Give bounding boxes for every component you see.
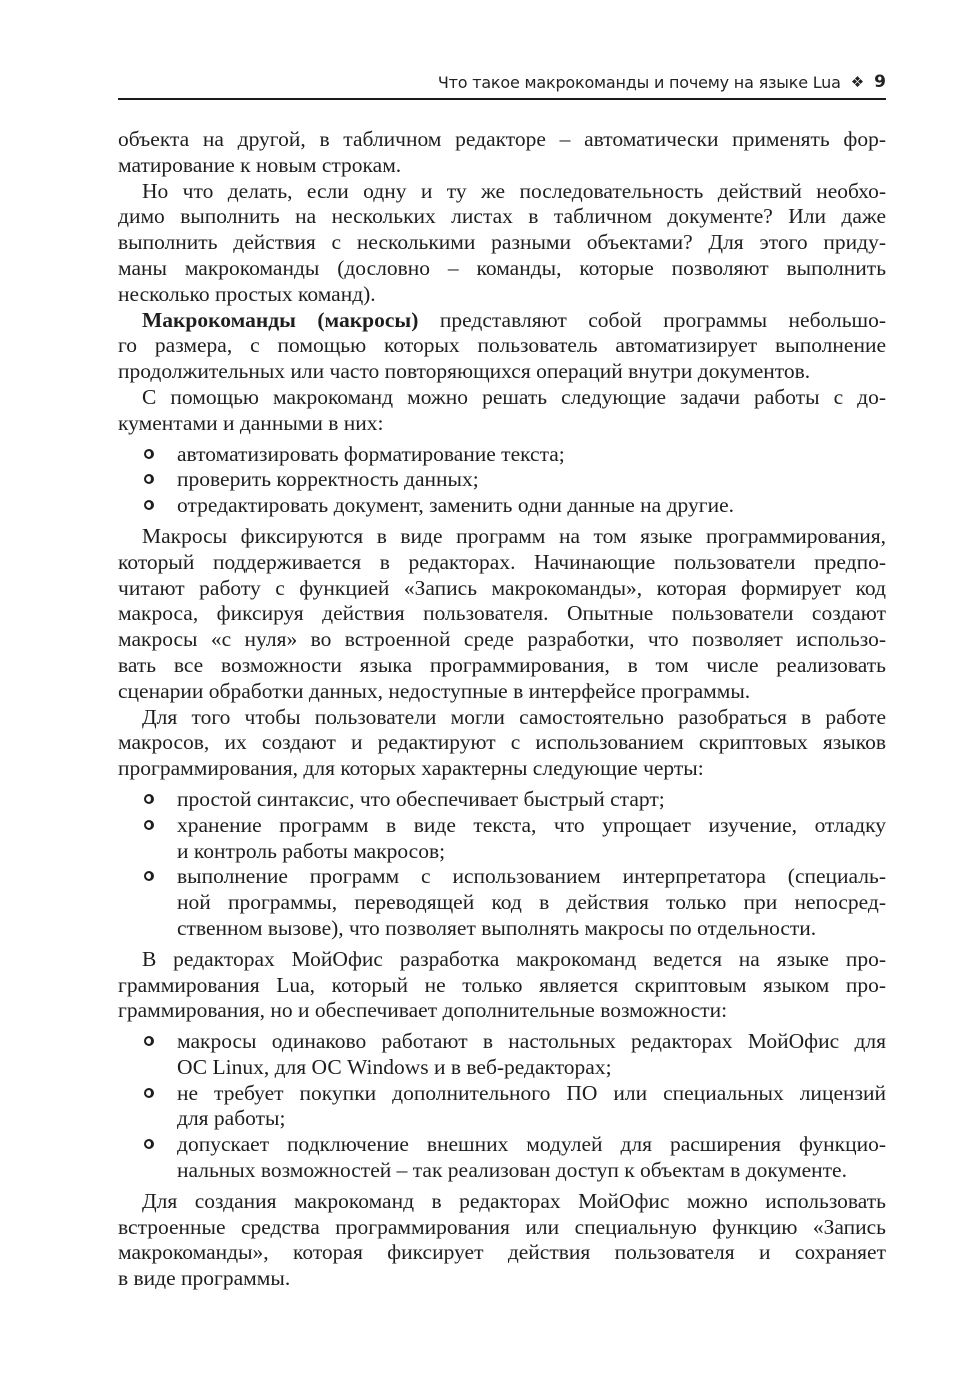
text-line: маны макрокоманды (дословно – команды, которые позволяют выполнить xyxy=(118,255,886,280)
text-line: граммирования, но и обеспечивает дополнительные возможности: xyxy=(118,998,728,1023)
text-line: В редакторах МойОфис разработка макрокоманд ведется на языке про- xyxy=(142,946,886,971)
paragraph-p6 xyxy=(118,705,886,782)
bullet-list-list3 xyxy=(118,1029,886,1184)
text-line: Макросы фиксируются в виде программ на том языке программирования, xyxy=(142,523,886,548)
paragraph-p7 xyxy=(118,947,886,1024)
line-text: допускает подключение внешних модулей для расширения функцио- xyxy=(177,1132,886,1157)
bullet-list-list1 xyxy=(118,442,886,519)
line-text: нальных возможностей – так реализован доступ к объектам в документе. xyxy=(177,1158,847,1183)
bullet-circle-icon xyxy=(144,449,154,459)
text-line: Но что делать, если одну и ту же последовательность действий необхо- xyxy=(142,178,886,203)
text-line: макроса, фиксируя действия пользователя. Опытные пользователи создают xyxy=(118,601,886,626)
text-line: объекта на другой, в табличном редакторе – автоматически применять фор- xyxy=(118,127,886,151)
text-line: выполнить действия с несколькими разными объектами? Для этого приду- xyxy=(118,230,886,255)
paragraph-p8 xyxy=(118,1189,886,1292)
text-line xyxy=(118,308,886,334)
list-item xyxy=(118,467,886,493)
paragraph-p1 xyxy=(118,127,886,179)
text-line: С помощью макрокоманд можно решать следующие задачи работы с до- xyxy=(142,384,886,409)
text-line xyxy=(118,1132,886,1158)
ornament-icon: ❖ xyxy=(850,73,865,91)
paragraph-p3 xyxy=(118,308,886,385)
list-item xyxy=(118,1132,886,1184)
text-line: Для того чтобы пользователи могли самостоятельно разобраться в работе xyxy=(142,704,886,729)
bold-term: Макрокоманды (макросы) xyxy=(142,307,419,332)
text-line xyxy=(118,864,886,890)
text-line xyxy=(118,1158,886,1184)
text-line: Для создания макрокоманд в редакторах МойОфис можно использовать xyxy=(142,1188,886,1213)
text-line xyxy=(118,1081,886,1107)
list-item xyxy=(118,787,886,813)
text-line: граммирования Lua, который не только является скриптовым языком про- xyxy=(118,972,886,997)
text-line: макрокоманды», которая фиксирует действия пользователя и сохраняет xyxy=(118,1240,886,1265)
bullet-circle-icon xyxy=(144,500,154,510)
text-line: димо выполнить на нескольких листах в табличном документе? Или даже xyxy=(118,204,886,229)
header-right xyxy=(438,72,886,92)
text-line xyxy=(118,442,886,468)
line-text: простой синтаксис, что обеспечивает быстрый старт; xyxy=(177,786,665,811)
line-text: не требует покупки дополнительного ПО или специальных лицензий xyxy=(177,1080,886,1105)
text-line: читают работу с функцией «Запись макрокоманды», которая формирует код xyxy=(118,575,886,600)
body-text xyxy=(118,127,886,1292)
line-text: и контроль работы макросов; xyxy=(177,838,446,863)
line-text: для работы; xyxy=(177,1106,286,1131)
line-text: ной программы, переводящей код в действия только при непосред- xyxy=(177,890,886,915)
line-text: ОС Linux, для ОС Windows и в веб-редакторах; xyxy=(177,1054,612,1079)
bullet-circle-icon xyxy=(144,794,154,804)
text-line: макросы «с нуля» во встроенной среде разработки, что позволяет использо- xyxy=(118,627,886,652)
text-line: несколько простых команд). xyxy=(118,281,376,306)
running-title: Что такое макрокоманды и почему на языке Lua xyxy=(437,72,841,92)
text-line xyxy=(118,1106,886,1132)
line-text: автоматизировать форматирование текста; xyxy=(177,441,565,466)
text-line: сценарии обработки данных, недоступные в интерфейсе программы. xyxy=(118,678,751,703)
bullet-circle-icon xyxy=(144,820,154,830)
list-item xyxy=(118,1081,886,1133)
line-text: отредактировать документ, заменить одни данные на другие. xyxy=(177,493,734,518)
line-text: ственном вызове), что позволяет выполнять макросы по отдельности. xyxy=(177,915,817,940)
bullet-circle-icon xyxy=(144,474,154,484)
text-line: го размера, с помощью которых пользователь автоматизирует выполнение xyxy=(118,333,886,358)
text-line: программирования, для которых характерны следующие черты: xyxy=(118,756,704,781)
text-line xyxy=(118,1029,886,1055)
text-line: вать все возможности языка программирования, в том числе реализовать xyxy=(118,652,886,677)
list-item xyxy=(118,493,886,519)
line-text: проверить корректность данных; xyxy=(177,467,479,492)
text-line: продолжительных или часто повторяющихся операций внутри документов. xyxy=(118,359,811,384)
text-line xyxy=(118,787,886,813)
text-line xyxy=(118,813,886,839)
list-item xyxy=(118,442,886,468)
text-line xyxy=(118,467,886,493)
bullet-list-list2 xyxy=(118,787,886,942)
line-text: выполнение программ с использованием интерпретатора (специаль- xyxy=(177,864,886,889)
list-item xyxy=(118,1029,886,1081)
line-text: представляют собой программы небольшо- xyxy=(418,307,887,332)
text-line: макросов, их создают и редактируют с использованием скриптовых языков xyxy=(118,730,886,755)
list-item xyxy=(118,864,886,941)
paragraph-p4 xyxy=(118,385,886,437)
text-line: кументами и данными в них: xyxy=(118,410,384,435)
text-line xyxy=(118,1055,886,1081)
text-line: встроенные средства программирования или специальную функцию «Запись xyxy=(118,1214,886,1239)
text-line: который поддерживается в редакторах. Начинающие пользователи предпо- xyxy=(118,549,886,574)
page-header xyxy=(118,70,886,100)
line-text: хранение программ в виде текста, что упрощает изучение, отладку xyxy=(177,812,886,837)
text-line xyxy=(118,890,886,916)
paragraph-p5 xyxy=(118,524,886,705)
page-number: 9 xyxy=(874,72,886,92)
list-item xyxy=(118,813,886,865)
line-text: макросы одинаково работают в настольных редакторах МойОфис для xyxy=(177,1029,886,1054)
text-line xyxy=(118,493,886,519)
bullet-circle-icon xyxy=(144,1088,154,1098)
text-line xyxy=(118,839,886,865)
text-line: матирование к новым строкам. xyxy=(118,152,402,177)
text-line: в виде программы. xyxy=(118,1266,291,1291)
text-line xyxy=(118,916,886,942)
bullet-circle-icon xyxy=(144,871,154,881)
bullet-circle-icon xyxy=(144,1139,154,1149)
bullet-circle-icon xyxy=(144,1036,154,1046)
paragraph-p2 xyxy=(118,179,886,308)
